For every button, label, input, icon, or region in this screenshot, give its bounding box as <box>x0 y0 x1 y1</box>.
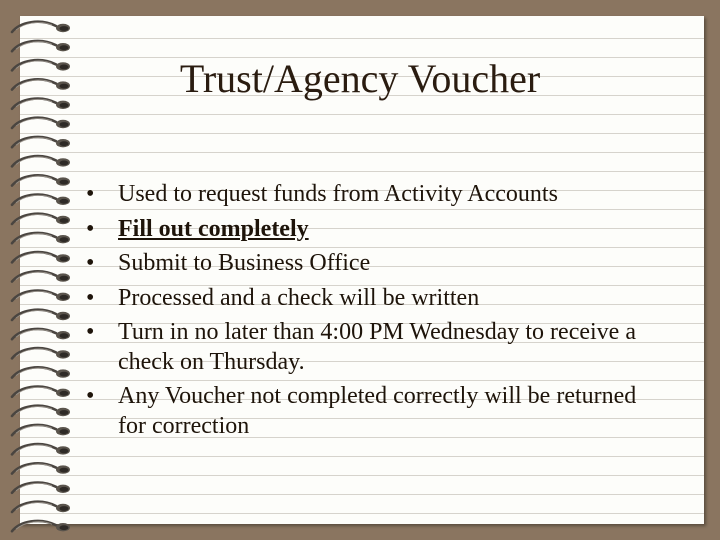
binding-ring <box>12 271 70 281</box>
binding-ring <box>12 329 70 339</box>
slide-title: Trust/Agency Voucher <box>179 56 541 101</box>
bullet-text: Any Voucher not completed correctly will be returned for correction <box>118 383 637 439</box>
binding-ring <box>12 521 70 531</box>
binding-ring <box>12 348 70 358</box>
bullet-text: Used to request funds from Activity Accounts <box>118 181 558 207</box>
binding-ring <box>12 175 70 185</box>
bullet-text: Submit to Business Office <box>118 250 371 276</box>
bullet-item-3 <box>86 249 666 279</box>
bullet-dot: • <box>86 215 95 242</box>
bullet-dot: • <box>86 284 95 311</box>
binding-ring <box>12 483 70 493</box>
bullet-text: Processed and a check will be written <box>118 284 480 311</box>
binding-ring <box>12 156 70 166</box>
binding-ring <box>12 310 70 320</box>
binding-ring <box>12 406 70 416</box>
bullet-dot: • <box>86 383 95 409</box>
bullet-item-1 <box>86 180 666 210</box>
binding-ring <box>12 41 70 51</box>
binding-ring <box>12 214 70 224</box>
binding-ring <box>12 291 70 301</box>
binding-ring <box>12 425 70 435</box>
binding-ring <box>12 252 70 262</box>
bullet-text-emphasized: Fill out completely <box>118 215 309 242</box>
bullet-text: Turn in no later than 4:00 PM Wednesday to receive a check on Thursday. <box>118 319 636 375</box>
bullet-item-4 <box>86 284 666 314</box>
bullet-dot: • <box>86 181 95 207</box>
binding-ring <box>12 444 70 454</box>
binding-ring <box>12 463 70 473</box>
binding-ring <box>12 387 70 397</box>
binding-ring <box>12 195 70 205</box>
binding-ring <box>12 502 70 512</box>
bullet-dot: • <box>86 319 95 345</box>
binding-ring <box>12 118 70 128</box>
bullet-item-6 <box>86 382 666 441</box>
bullet-list <box>86 180 666 446</box>
binding-ring <box>12 367 70 377</box>
binding-ring <box>12 137 70 147</box>
bullet-dot: • <box>86 250 95 276</box>
binding-ring <box>12 233 70 243</box>
bullet-item-2 <box>86 215 666 245</box>
binding-ring <box>12 22 70 32</box>
bullet-item-5 <box>86 318 666 377</box>
